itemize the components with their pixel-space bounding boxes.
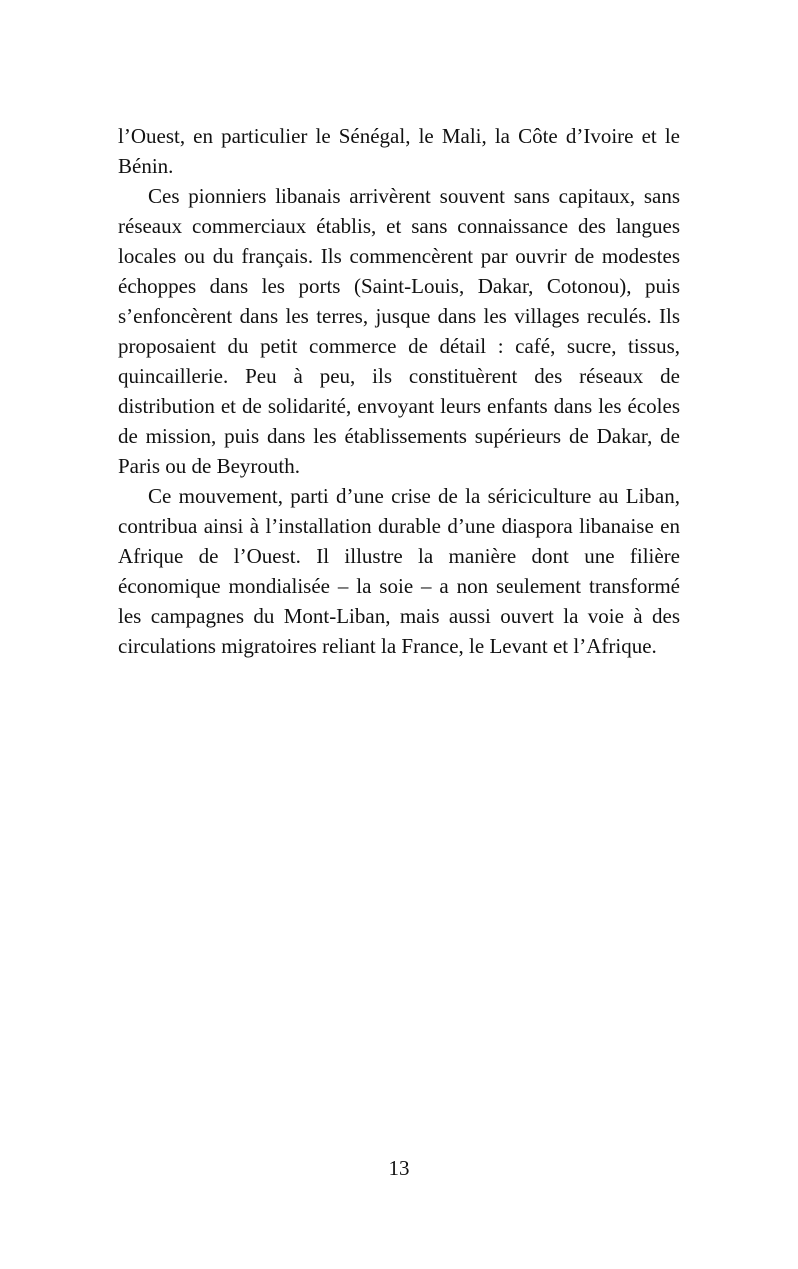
page-number: 13: [388, 1156, 410, 1180]
paragraph-lebanese-pioneers: Ces pionniers libanais arrivèrent souvent sans capitaux, sans réseaux commerciaux établis, et sans connaissance des langues locales ou du français. Ils commencèrent par ouvrir de modestes échoppes dans les ports (Saint-Louis, Dakar, Cotonou), puis s’enfoncèrent dans les terres, jusque dans les villages reculés. Ils proposaient du petit commerce de détail : café, sucre, tissus, quincaillerie. Peu à peu, ils constituèrent des réseaux de distribution et de solidarité, envoyant leurs enfants dans les écoles de mission, puis dans les établissements supérieurs de Dakar, de Paris ou de Beyrouth.: [118, 184, 680, 478]
paragraph-continuation: l’Ouest, en particulier le Sénégal, le Mali, la Côte d’Ivoire et le Bénin.: [118, 124, 680, 178]
body-text: [118, 121, 680, 661]
paragraph-diaspora-conclusion: Ce mouvement, parti d’une crise de la sériciculture au Liban, contribua ainsi à l’installation durable d’une diaspora libanaise en Afrique de l’Ouest. Il illustre la manière dont une filière économique mondialisée – la soie – a non seulement transformé les campagnes du Mont-Liban, mais aussi ouvert la voie à des circulations migratoires reliant la France, le Levant et l’Afrique.: [118, 484, 680, 658]
